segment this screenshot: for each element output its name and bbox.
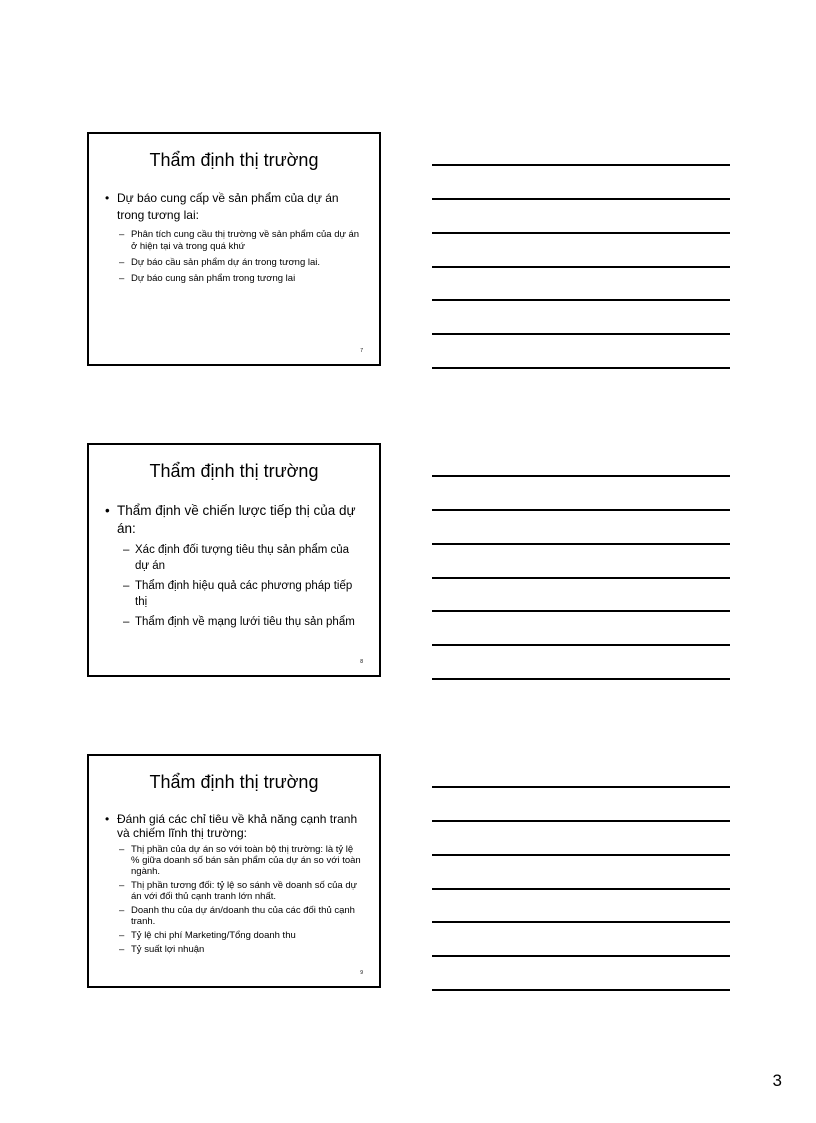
note-line xyxy=(432,989,730,991)
slide-body xyxy=(105,190,361,285)
sub-bullet-item: – Dự báo cung sản phẩm trong tương lai xyxy=(105,273,361,285)
sub-bullet-item: – Thị phần của dự án so với toàn bộ thị trường: là tỷ lệ % giữa doanh số bán sản phẩm của dự án so với toàn ngành. xyxy=(105,844,361,877)
note-line xyxy=(432,509,730,511)
note-line xyxy=(432,577,730,579)
sub-bullet-item: – Xác định đối tượng tiêu thụ sản phẩm của dự án xyxy=(105,542,361,574)
page-number: 3 xyxy=(772,1071,782,1090)
note-line xyxy=(432,299,730,301)
slide-body xyxy=(105,812,361,955)
slide-9 xyxy=(87,754,381,988)
sub-bullet-item: – Dự báo cầu sản phẩm dự án trong tương lai. xyxy=(105,257,361,269)
slide-title: Thẩm định thị trường xyxy=(149,772,319,792)
sub-bullet-item: – Tỷ suất lợi nhuận xyxy=(105,944,361,955)
slide-number: 8 xyxy=(360,659,363,665)
note-line xyxy=(432,678,730,680)
slide-7 xyxy=(87,132,381,366)
note-line xyxy=(432,543,730,545)
note-line xyxy=(432,266,730,268)
slide-number: 9 xyxy=(360,970,363,976)
note-line xyxy=(432,232,730,234)
note-line xyxy=(432,888,730,890)
note-line xyxy=(432,786,730,788)
sub-bullet-item: – Thẩm định về mạng lưới tiêu thụ sản phẩm xyxy=(105,614,361,630)
sub-bullet-item: – Tỷ lệ chi phí Marketing/Tổng doanh thu xyxy=(105,930,361,941)
slide-body xyxy=(105,502,361,630)
sub-bullet-item: – Phân tích cung cầu thị trường về sản phẩm của dự án ở hiện tại và trong quá khứ xyxy=(105,229,361,253)
bullet-item: • Thẩm định về chiến lược tiếp thị của dự án: xyxy=(105,502,361,538)
note-line xyxy=(432,854,730,856)
slide-title: Thẩm định thị trường xyxy=(149,461,319,481)
note-line xyxy=(432,610,730,612)
sub-bullet-item: – Doanh thu của dự án/doanh thu của các đối thủ cạnh tranh. xyxy=(105,905,361,927)
note-line xyxy=(432,333,730,335)
note-line xyxy=(432,164,730,166)
slide-title: Thẩm định thị trường xyxy=(149,150,319,170)
note-line xyxy=(432,921,730,923)
slide-8 xyxy=(87,443,381,677)
note-line xyxy=(432,198,730,200)
slide-number: 7 xyxy=(360,348,363,354)
bullet-item: • Đánh giá các chỉ tiêu về khả năng cạnh tranh và chiếm lĩnh thị trường: xyxy=(105,812,361,840)
sub-bullet-item: – Thị phần tương đối: tỷ lệ so sánh về doanh số của dự án với đối thủ cạnh tranh lớn nhất. xyxy=(105,880,361,902)
note-line xyxy=(432,475,730,477)
note-line xyxy=(432,820,730,822)
sub-bullet-item: – Thẩm định hiệu quả các phương pháp tiếp thị xyxy=(105,578,361,610)
bullet-item: • Dự báo cung cấp về sản phẩm của dự án trong tương lai: xyxy=(105,190,361,224)
note-line xyxy=(432,644,730,646)
note-line xyxy=(432,955,730,957)
note-line xyxy=(432,367,730,369)
